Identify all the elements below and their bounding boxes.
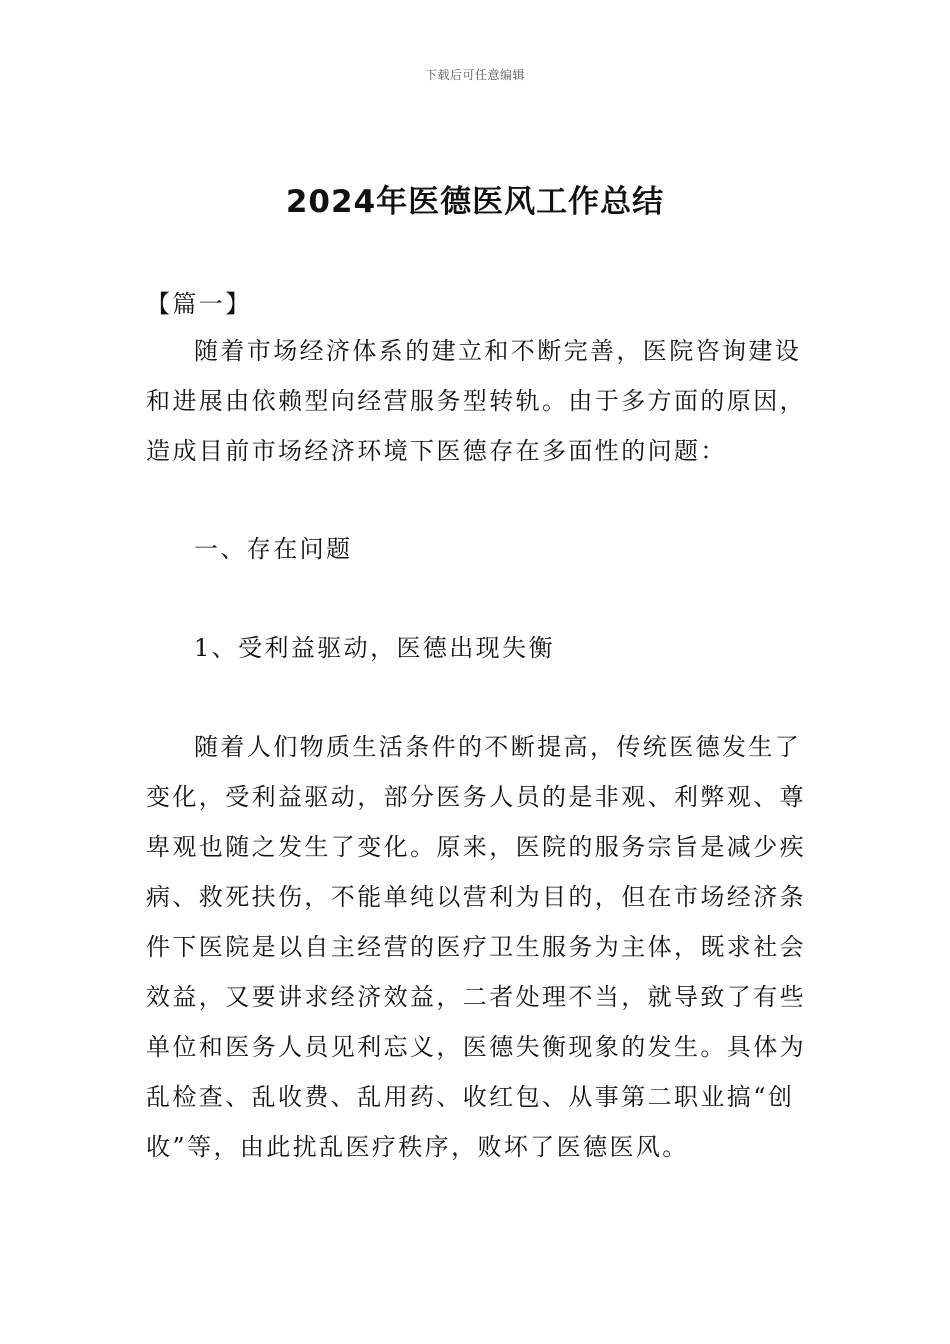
header-note: 下载后可任意编辑: [424, 68, 525, 82]
section-heading-problems: 一、存在问题: [194, 535, 353, 563]
section-label: 【篇一】: [146, 290, 252, 318]
paragraph-body: 随着人们物质生活条件的不断提高，传统医德发生了变化，受利益驱动，部分医务人员的是非观、利弊观、尊卑观也随之发生了变化。原来，医院的服务宗旨是减少疾病、救死扶伤，不能单纯以营利为目的，但在市场经济条件下医院是以自主经营的医疗卫生服务为主体，既求社会效益，又要讲求经济效益，二者处理不当，就导致了有些单位和医务人员见利忘义，医德失衡现象的发生。具体为乱检查、乱收费、乱用药、收红包、从事第二职业搞“创收”等，由此扰乱医疗秩序，败坏了医德医风。: [146, 733, 806, 1161]
paragraph-intro: 随着市场经济体系的建立和不断完善，医院咨询建设和进展由依赖型向经营服务型转轨。由于多方面的原因，造成目前市场经济环境下医德存在多面性的问题：: [146, 337, 806, 465]
document-title: 2024年医德医风工作总结: [285, 184, 665, 220]
subsection-heading-1: 1、受利益驱动，医德出现失衡: [194, 634, 555, 662]
